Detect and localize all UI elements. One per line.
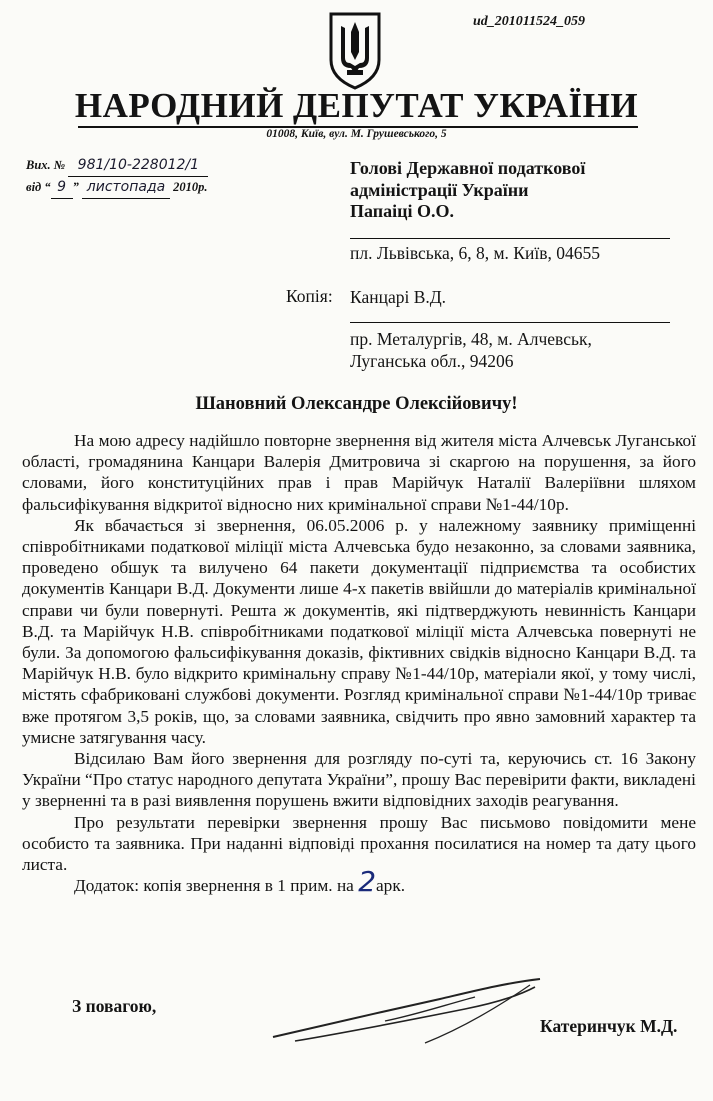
outgoing-number-value: 981/10-228012/1 [68,155,208,177]
letterhead-title: НАРОДНИЙ ДЕПУТАТ УКРАЇНИ [74,86,639,125]
copy-address-line-2: Луганська обл., 94206 [350,351,514,371]
salutation: Шановний Олександре Олексійовичу! [195,394,518,414]
attachment-count: 2 [358,865,377,899]
recipient-line-3: Папаіці О.О. [350,201,455,221]
outgoing-date-year: 2010р. [173,180,208,194]
paragraph: Відсилаю Вам його звернення для розгляду по-суті та, керуючись ст. 16 Закону України “Про статус народного депутата України”, прошу Вас перевірити факти, викладені у зверненні та в разі виявлення порушень вжити відповідних заходів реагування. [22,749,696,811]
copy-divider [350,322,670,323]
outgoing-reference: Вих. № 981/10-228012/1 від “ 9 ” листопада 2010р. [26,155,208,199]
letter-body [22,430,696,899]
outgoing-number-label: Вих. № [26,158,66,172]
recipient-address: пл. Львівська, 6, 8, м. Київ, 04655 [350,243,600,263]
copy-label: Копія: [286,286,333,306]
outgoing-date-month: листопада [82,177,170,199]
signature-icon [265,975,550,1050]
paragraph: Як вбачається зі звернення, 06.05.2006 р. у належному заявнику приміщенні співробітниками податкової міліції міста Алчевська будо незаконно, за словами заявника, проведено обшук та вилучено 64 пакети документації підприємства та особистих документів Канцари В.Д. Документи лише 4-х пакетів ввійшли до матеріалів кримінальної справи чи були повернуті. Решта ж документів, які підтверджують невинність Канцари В.Д. та Марійчук Н.В. співробітниками податкової міліції міста Алчевська повернуті не були. За допомогою фальсифікування доказів, фіктивних свідків відносно Канцари В.Д. та Марійчук Н.В. було відкрито кримінальну справу №1-44/10р, матеріали якої, у тому числі, містять сфабриковані службові документи. Розгляд кримінальної справи №1-44/10р триває вже протягом 3,5 років, що, за словами заявника, свідчить про явно замовний характер та умисне затягування часу. [22,515,696,747]
copy-recipient-name: Канцарі В.Д. [350,287,447,307]
outgoing-date-label: від [26,180,42,194]
attachment-line [22,865,696,899]
closing: З повагою, [72,996,157,1016]
recipient-block [350,158,585,223]
outgoing-date-day: 9 [51,177,73,199]
attachment-suffix: арк. [376,876,406,896]
recipient-line-2: адміністрації України [350,179,529,200]
letterhead-address: 01008, Київ, вул. М. Грушевського, 5 [266,128,447,140]
attachment-prefix: Додаток: копія звернення в 1 прим. на [74,876,354,896]
recipient-line-1: Голові Державної податкової [350,158,586,178]
copy-address-line-1: пр. Металургів, 48, м. Алчевськ, [350,329,592,349]
signer-name: Катеринчук М.Д. [540,1016,678,1036]
paragraph: На мою адресу надійшло повторне звернення від жителя міста Алчевськ Луганської області, громадянина Канцари Валерія Дмитровича зі скаргою на порушення, за його словами, його конституційних прав і прав Марійчук Наталії Валеріївни шляхом фальсифікування відкритої відносно них кримінальної справи №1-44/10р. [22,431,696,514]
document-id: ud_201011524_059 [472,14,585,29]
trident-emblem-icon [327,8,383,90]
paragraph: Про результати перевірки звернення прошу Вас письмово повідомити мене особисто та заявника. При наданні відповіді прохання посилатися на номер та дату цього листа. [22,812,696,875]
recipient-divider [350,238,670,239]
